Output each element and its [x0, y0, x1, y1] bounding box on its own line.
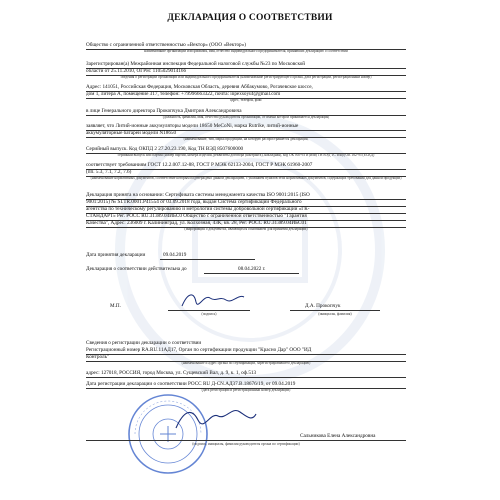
applicant-name: Общество с ограниченной ответственностью «Вектор» (ООО «Вектор»)	[86, 42, 406, 50]
director-signature-line	[168, 310, 250, 311]
mp-label: М.П.	[110, 303, 121, 309]
reg-number-line: Дата регистрации декларации о соответствии РОСС RU Д-CN.АД37.В.18676/19, от 09.04.2019	[86, 381, 406, 389]
product-caption: (наименование, тип, марка продукции, на которую распространяется декларация,	[183, 137, 309, 141]
serial-line: Серийный выпуск. Код ОКПД 2 27.20.23.190, Код ТН ВЭД 8507600000	[86, 146, 406, 154]
head-signature-line	[86, 440, 406, 441]
basis-line-3: агентства по техническому регулированию и метрологии системы добровольной сертификации «ГК-	[86, 206, 406, 214]
head-name: Сальникова Елена Александровна	[300, 433, 376, 439]
product-line-1: заявляет, что Литий-ионные аккумуляторы модели 18650 MeCoNi, марка Rutrike, литий-ионные	[86, 123, 406, 131]
address-line-2: дом 1, литера А, помещение 317, телефон: +79996663322, почта: inpexsoyuf@gmail.com	[86, 91, 406, 99]
address-line-1: Адрес: 141051, Российская Федерация, Московская Область, деревня Аббакумово, Рогачевское шоссе,	[86, 84, 406, 92]
signer-name: Д.А. Прокопчук	[305, 303, 341, 309]
signer-caption: (инициалы, фамилия)	[318, 312, 352, 316]
head-signature-icon	[170, 402, 260, 436]
product-line-2: аккумуляторные батареи модели N18650	[86, 130, 406, 138]
valid-label: Декларация о соответствии действительна до	[86, 266, 187, 272]
address-caption: адрес, телефон, факс	[230, 98, 262, 102]
reg-info-line-3: Контроль"	[86, 354, 406, 362]
reg-address-line: адрес: 127018, РОССИЯ, город Москва, ул. Сущевский Вал, д. 9, к. 1, оф.513	[86, 370, 406, 378]
reg-info-line-1: Сведения о регистрации декларации о соответствии	[86, 340, 202, 346]
valid-date-underline	[204, 273, 299, 274]
registration-caption: сведения о регистрации организации или индивидуального предпринимателя (наименование регистрирующего органа, дата регистрации, регистрационный номер)	[120, 75, 372, 79]
signature-caption: (подпись)	[201, 312, 217, 316]
head-caption: (подпись, инициалы, фамилия руководителя органа по сертификации)	[192, 442, 300, 446]
standards-caption: (наименование нормативных документов, соответствие которым подтверждено данной декларацией, с указанием пунктов этих нормативных документов, содержащих требования для данной продукции)	[90, 176, 402, 180]
standards-line-2: (пп. 5.3, 7.1, 7.2, 7.6)	[86, 169, 406, 177]
reg-info-caption: (наименование и адрес органа по сертификации, зарегистрировавшего декларацию)	[181, 361, 311, 365]
accepted-date: 09.04.2019	[163, 252, 187, 258]
accepted-label: Дата принятия декларации	[86, 252, 146, 258]
basis-line-5: Качества", Адрес: 236009 г. Калининград, ул. Колхозная, 43К, кв. 28, Рег. РОСС RU.31389.04ИБС01	[86, 220, 406, 228]
applicant-caption: наименование организации или фамилия, имя, отчество индивидуального предпринимателя, принявших декларацию о соответствии	[144, 49, 348, 53]
basis-line-2: 9001:2015) № SI.TR.0001.P41554 от 03.09.2018 года, выдан Система сертификации Федерального	[86, 199, 406, 207]
accepted-date-underline	[160, 259, 255, 260]
valid-date: 08.04.2022 г.	[238, 266, 266, 272]
standards-line-1: соответствует требованиям ГОСТ 12.2.007.12-88, ГОСТ Р МЭК 62133-2004, ГОСТ Р МЭК 61960-2007	[86, 162, 406, 170]
basis-line-1: Декларация принята на основании: Сертификата системы менеджмента качества ISO 9001:2015 (ISO	[86, 192, 406, 200]
reg-info-line-2: Регистрационный номер RA.RU.11АД17, Орган по сертификации продукции "Красно Дар" ООО "ИД	[86, 347, 406, 355]
director-caption: (должность, фамилия, имя, отчество руководителя организации, от имени которой принимается декларация)	[162, 115, 330, 119]
serial-caption: серийный выпуск или партия (номер партии, номера изделий, реквизиты договора (контракта), накладная), код ОК 005-93 и (или) ТН ВЭД ТС и код ОК 162-95 (ЕСКД)	[117, 153, 375, 157]
signer-name-line	[290, 310, 380, 311]
registration-line-1: Зарегистрирован(а) Межрайонная инспекция Федеральной налоговой службы №23 по Московской	[86, 61, 406, 69]
basis-caption: (информация о документах, являющихся основанием для принятия декларации)	[184, 227, 308, 231]
registration-line-2: области от 25.11.2010, ОГРН: 1105029014166	[86, 68, 406, 76]
document-title: ДЕКЛАРАЦИЯ О СООТВЕТСТВИИ	[167, 13, 333, 23]
basis-line-4: СТАНДАРТ» Рег. РОСС RU.31389.04ИБС0 Общество с ограниченной ответственностью "Гарантия	[86, 213, 406, 221]
director-signature-icon	[178, 288, 248, 312]
reg-number-caption: (дата регистрации и регистрационный номер декларации)	[201, 388, 291, 392]
director-line: в лице Генерального директора Прокопчука Дмитрия Александровича	[86, 108, 406, 116]
